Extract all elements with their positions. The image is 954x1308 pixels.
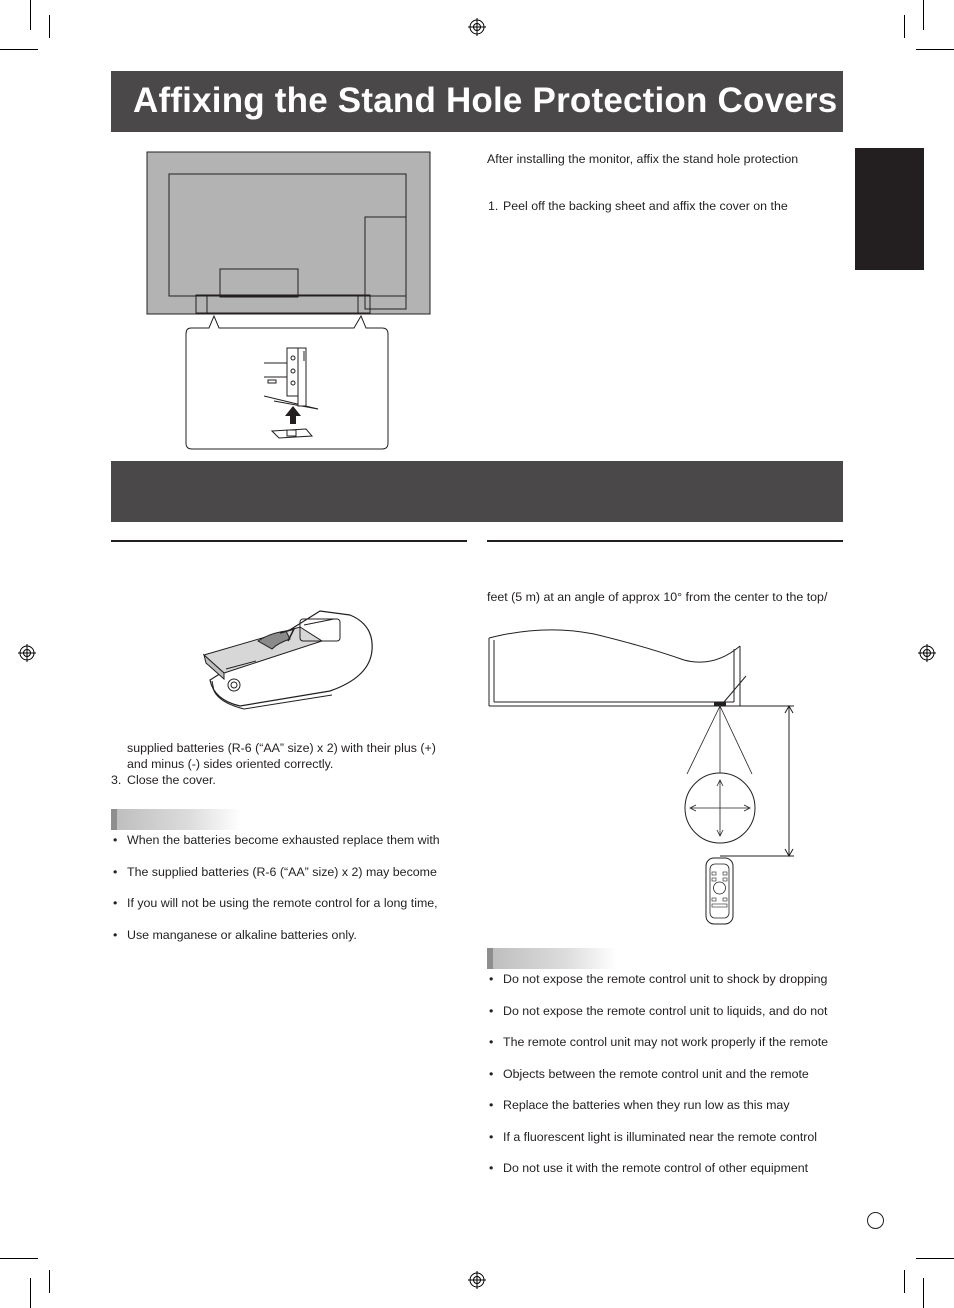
column-rule-right — [487, 540, 843, 542]
page-title-bar — [111, 71, 843, 132]
battery-step3-text: Close the cover. — [127, 773, 216, 787]
stand-cover-intro: After installing the monitor, affix the stand hole protection — [487, 152, 799, 166]
registration-mark-left — [18, 644, 36, 662]
registration-mark-top — [468, 18, 486, 36]
registration-mark-bottom — [468, 1271, 486, 1289]
battery-step2-line2: and minus (-) sides oriented correctly. — [127, 757, 334, 771]
registration-mark-right — [918, 644, 936, 662]
page-number-circle — [867, 1212, 884, 1229]
side-tab — [855, 148, 924, 270]
section-heading-bar — [111, 461, 843, 522]
stand-cover-step-number: 1. — [488, 199, 499, 213]
battery-step2-line1: supplied batteries (R-6 (“AA” size) x 2) with their plus (+) — [127, 741, 436, 755]
battery-notes-bar — [111, 809, 241, 830]
column-rule-left — [111, 540, 467, 542]
stand-cover-step-text: Peel off the backing sheet and affix the cover on the — [503, 199, 788, 213]
remote-range-diagram — [484, 624, 799, 929]
battery-step3-number: 3. — [111, 773, 122, 787]
page-title: Affixing the Stand Hole Protection Covers — [133, 81, 838, 120]
monitor-back-illustration-detail — [146, 151, 436, 451]
remote-notes-bar — [487, 948, 617, 969]
remote-battery-illustration — [200, 605, 380, 715]
remote-range-text: feet (5 m) at an angle of approx 10° from the center to the top/ — [487, 590, 828, 604]
